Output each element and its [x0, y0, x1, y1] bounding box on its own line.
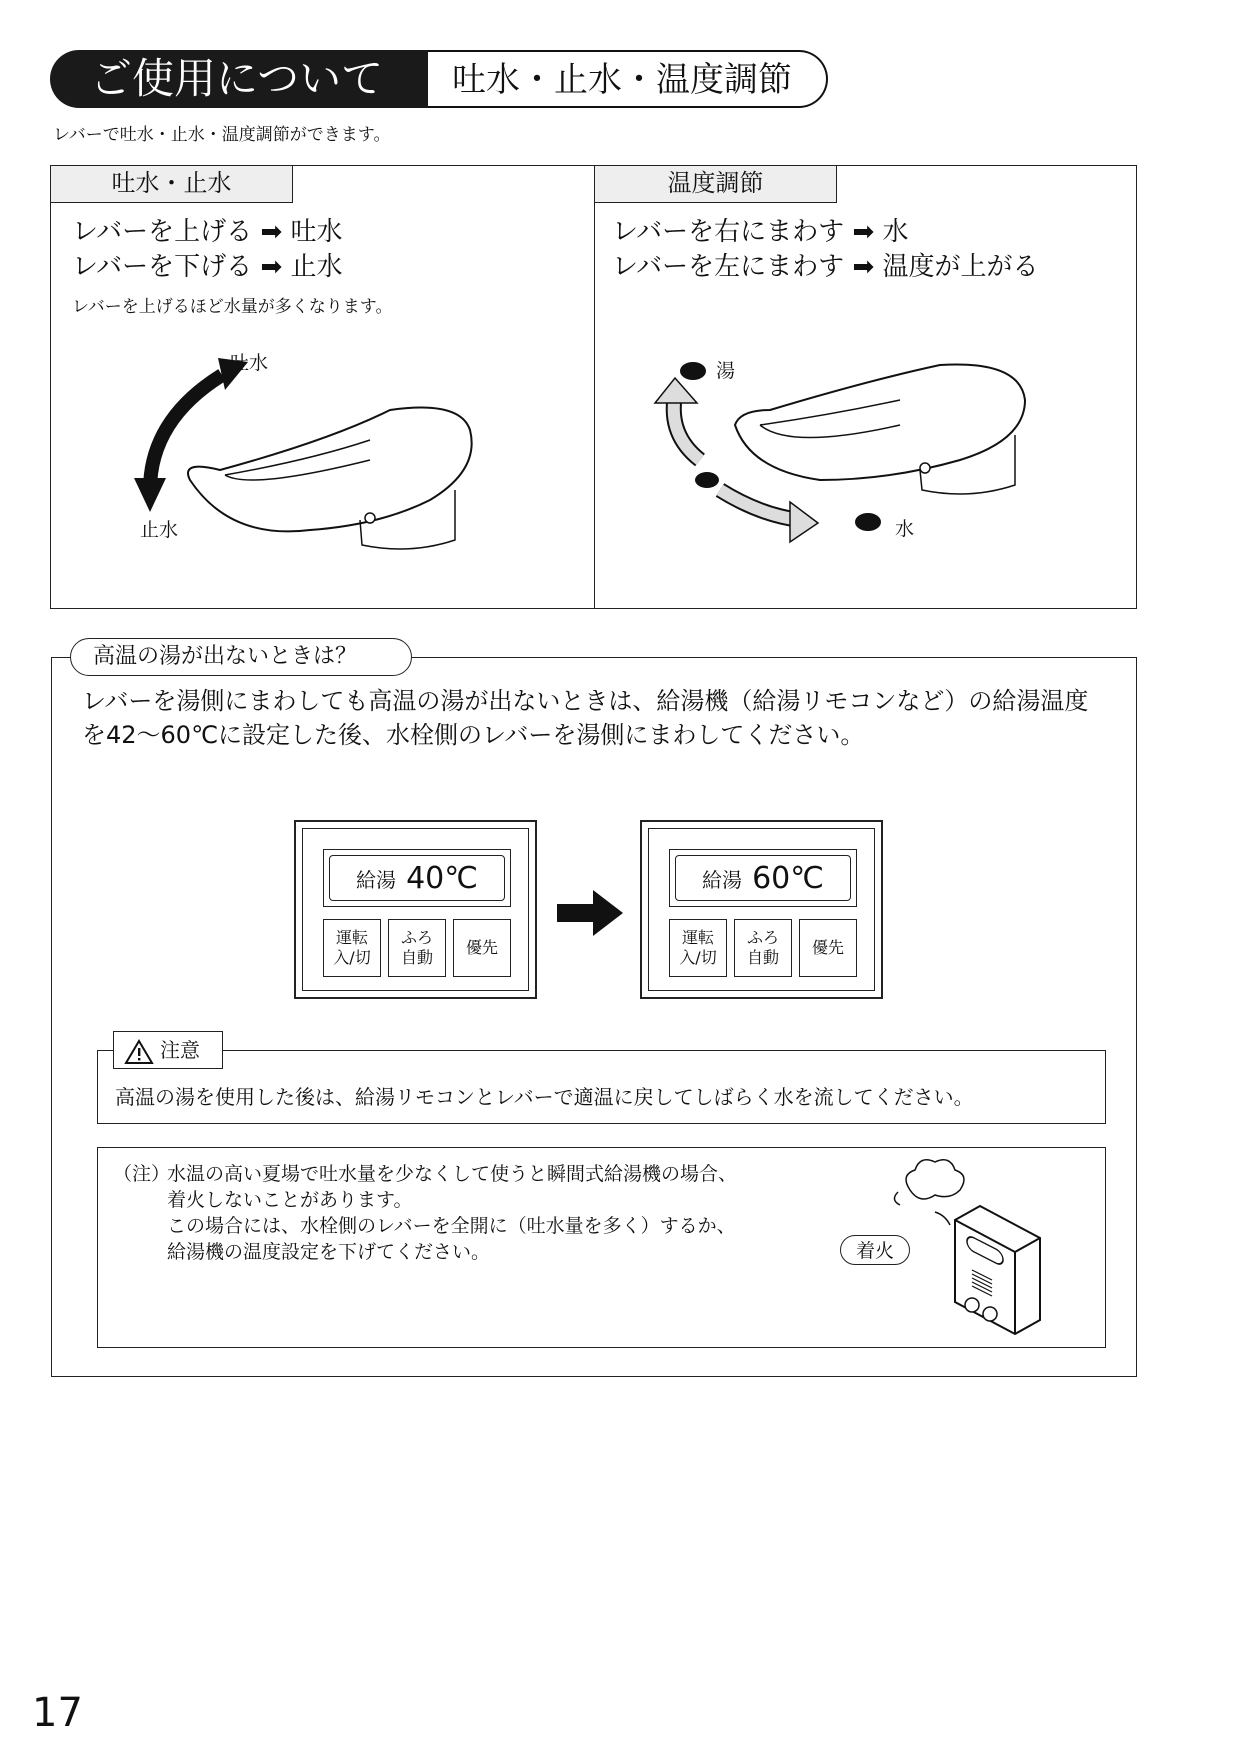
- btn-line1: ふろ: [746, 928, 779, 947]
- warning-icon: [124, 1039, 154, 1065]
- btn-line1: 優先: [465, 938, 498, 957]
- btn-line1: 優先: [811, 938, 844, 957]
- caution-text: 高温の湯を使用した後は、給湯リモコンとレバーで適温に戻してしばらく水を流してください。: [115, 1085, 974, 1109]
- trouble-text-2: を42～60℃に設定した後、水栓側のレバーを湯側にまわしてください。: [82, 721, 865, 749]
- faucet-lever-up-down-illustration: [130, 340, 490, 570]
- page-number: 17: [32, 1690, 83, 1736]
- right-arrow-icon: [557, 890, 623, 936]
- caution-label-box: [113, 1031, 223, 1069]
- note-line2: 着火しないことがあります。: [167, 1189, 413, 1211]
- remote-display: [323, 849, 511, 907]
- section-title: ご使用について: [50, 50, 428, 108]
- caution-label: 注意: [160, 1038, 200, 1062]
- btn-line2: 入/切: [679, 948, 717, 967]
- btn-line1: 運転: [335, 928, 368, 947]
- btn-line2: 自動: [746, 948, 779, 967]
- power-button[interactable]: [669, 919, 727, 977]
- remote-display: [669, 849, 857, 907]
- note-line3: この場合には、水栓側のレバーを全開に（吐水量を多く）するか、: [167, 1215, 736, 1237]
- priority-button[interactable]: [799, 919, 857, 977]
- display-label: 給湯: [356, 867, 397, 892]
- ignition-badge: 着火: [840, 1235, 910, 1265]
- label-cold: 水: [895, 518, 915, 540]
- label-hot: 湯: [716, 360, 736, 382]
- tab-spout: 吐水・止水: [50, 165, 293, 203]
- water-heater-icon: [880, 1150, 1060, 1340]
- display-temperature: 40℃: [406, 860, 478, 896]
- trouble-heading: 高温の湯が出ないときは？: [70, 638, 412, 676]
- btn-line1: ふろ: [400, 928, 433, 947]
- bath-auto-button[interactable]: [734, 919, 792, 977]
- note-line4: 給湯機の温度設定を下げてください。: [167, 1241, 491, 1263]
- remote-display-inner: [675, 855, 851, 901]
- note-prefix: （注）: [113, 1163, 171, 1185]
- trouble-text-1: レバーを湯側にまわしても高温の湯が出ないときは、給湯機（給湯リモコンなど）の給湯温度: [82, 687, 1089, 715]
- remote-frame: [648, 828, 875, 991]
- intro-text: レバーで吐水・止水・温度調節ができます。: [53, 125, 391, 145]
- left-note: レバーを上げるほど水量が多くなります。: [72, 297, 393, 317]
- right-line2: レバーを左にまわす ➡ 温度が上がる: [612, 252, 1039, 282]
- remote-frame: [302, 828, 529, 991]
- btn-line2: 自動: [400, 948, 433, 967]
- faucet-temperature-illustration: [640, 340, 1040, 560]
- left-line2: レバーを下げる ➡ 止水: [72, 252, 343, 282]
- tab-temperature: 温度調節: [594, 165, 837, 203]
- remote-before: [294, 820, 537, 999]
- btn-line2: 入/切: [333, 948, 371, 967]
- note-line1: 水温の高い夏場で吐水量を少なくして使うと瞬間式給湯機の場合、: [167, 1163, 738, 1185]
- remote-after: [640, 820, 883, 999]
- btn-line1: 運転: [681, 928, 714, 947]
- display-label: 給湯: [702, 867, 743, 892]
- left-line1: レバーを上げる ➡ 吐水: [72, 217, 343, 247]
- bath-auto-button[interactable]: [388, 919, 446, 977]
- priority-button[interactable]: [453, 919, 511, 977]
- section-subtitle: 吐水・止水・温度調節: [428, 50, 828, 108]
- display-temperature: 60℃: [752, 860, 824, 896]
- remote-display-inner: [329, 855, 505, 901]
- right-line1: レバーを右にまわす ➡ 水: [612, 217, 909, 247]
- label-stop: 止水: [140, 519, 179, 541]
- label-spout: 吐水: [230, 352, 269, 374]
- power-button[interactable]: [323, 919, 381, 977]
